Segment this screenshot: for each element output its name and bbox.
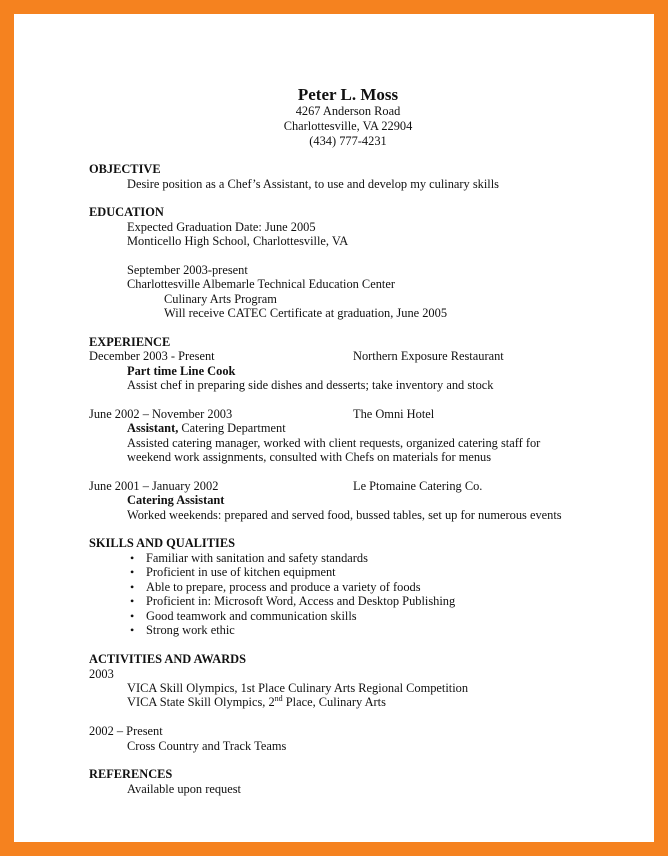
objective-text: Desire position as a Chef’s Assistant, to use and develop my culinary skills (127, 177, 500, 191)
job-employer: Le Ptomaine Catering Co. (353, 479, 483, 493)
activity-year: 2003 (89, 667, 114, 681)
skill-item: Proficient in: Microsoft Word, Access and Desktop Publishing (146, 594, 456, 608)
skill-item: Strong work ethic (146, 623, 235, 637)
applicant-name: Peter L. Moss (297, 85, 399, 104)
job-dates: June 2002 – November 2003 (89, 407, 233, 421)
skill-item: Familiar with sanitation and safety standards (146, 551, 368, 565)
award-text: Place, Culinary Arts (282, 695, 386, 709)
award-item: Cross Country and Track Teams (127, 739, 287, 753)
job-description: Worked weekends: prepared and served food, bussed tables, set up for numerous events (127, 508, 562, 522)
job-title: Assistant, (127, 421, 179, 435)
ordinal-suffix: nd (274, 693, 283, 703)
job-title: Catering Assistant (127, 493, 225, 507)
skills-heading: SKILLS AND QUALITIES (89, 536, 235, 550)
bullet-icon: • (130, 580, 135, 594)
job-title-line (127, 421, 286, 436)
certificate-note: Will receive CATEC Certificate at graduation, June 2005 (164, 306, 448, 320)
job-dates: December 2003 - Present (89, 349, 215, 363)
high-school: Monticello High School, Charlottesville, VA (127, 234, 349, 248)
job-description: weekend work assignments, consulted with Chefs on materials for menus (127, 450, 492, 464)
catec-dates: September 2003-present (127, 263, 248, 277)
references-text: Available upon request (127, 782, 242, 796)
job-employer: Northern Exposure Restaurant (353, 349, 504, 363)
job-description: Assist chef in preparing side dishes and desserts; take inventory and stock (127, 378, 494, 392)
award-text: VICA State Skill Olympics, 2 (127, 695, 275, 709)
education-heading: EDUCATION (89, 205, 164, 219)
job-description: Assisted catering manager, worked with client requests, organized catering staff for (127, 436, 541, 450)
objective-heading: OBJECTIVE (89, 162, 161, 176)
skill-item: Proficient in use of kitchen equipment (146, 565, 336, 579)
phone-number: (434) 777-4231 (309, 134, 387, 148)
job-department: Catering Department (178, 421, 286, 435)
award-item: VICA Skill Olympics, 1st Place Culinary Arts Regional Competition (127, 681, 469, 695)
job-dates: June 2001 – January 2002 (89, 479, 219, 493)
bullet-icon: • (130, 565, 135, 579)
bullet-icon: • (130, 623, 135, 637)
activity-year: 2002 – Present (89, 724, 163, 738)
bullet-icon: • (130, 609, 135, 623)
job-employer: The Omni Hotel (353, 407, 435, 421)
references-heading: REFERENCES (89, 767, 173, 781)
job-title: Part time Line Cook (127, 364, 236, 378)
bullet-icon: • (130, 551, 135, 565)
catec-school: Charlottesville Albemarle Technical Education Center (127, 277, 395, 291)
skill-item: Good teamwork and communication skills (146, 609, 357, 623)
bullet-icon: • (130, 594, 135, 608)
graduation-date: Expected Graduation Date: June 2005 (127, 220, 316, 234)
activities-heading: ACTIVITIES AND AWARDS (89, 652, 246, 666)
experience-heading: EXPERIENCE (89, 335, 171, 349)
skill-item: Able to prepare, process and produce a variety of foods (146, 580, 421, 594)
street-address: 4267 Anderson Road (295, 104, 401, 118)
city-state-zip: Charlottesville, VA 22904 (283, 119, 413, 133)
program-name: Culinary Arts Program (164, 292, 277, 306)
award-item (127, 695, 386, 710)
